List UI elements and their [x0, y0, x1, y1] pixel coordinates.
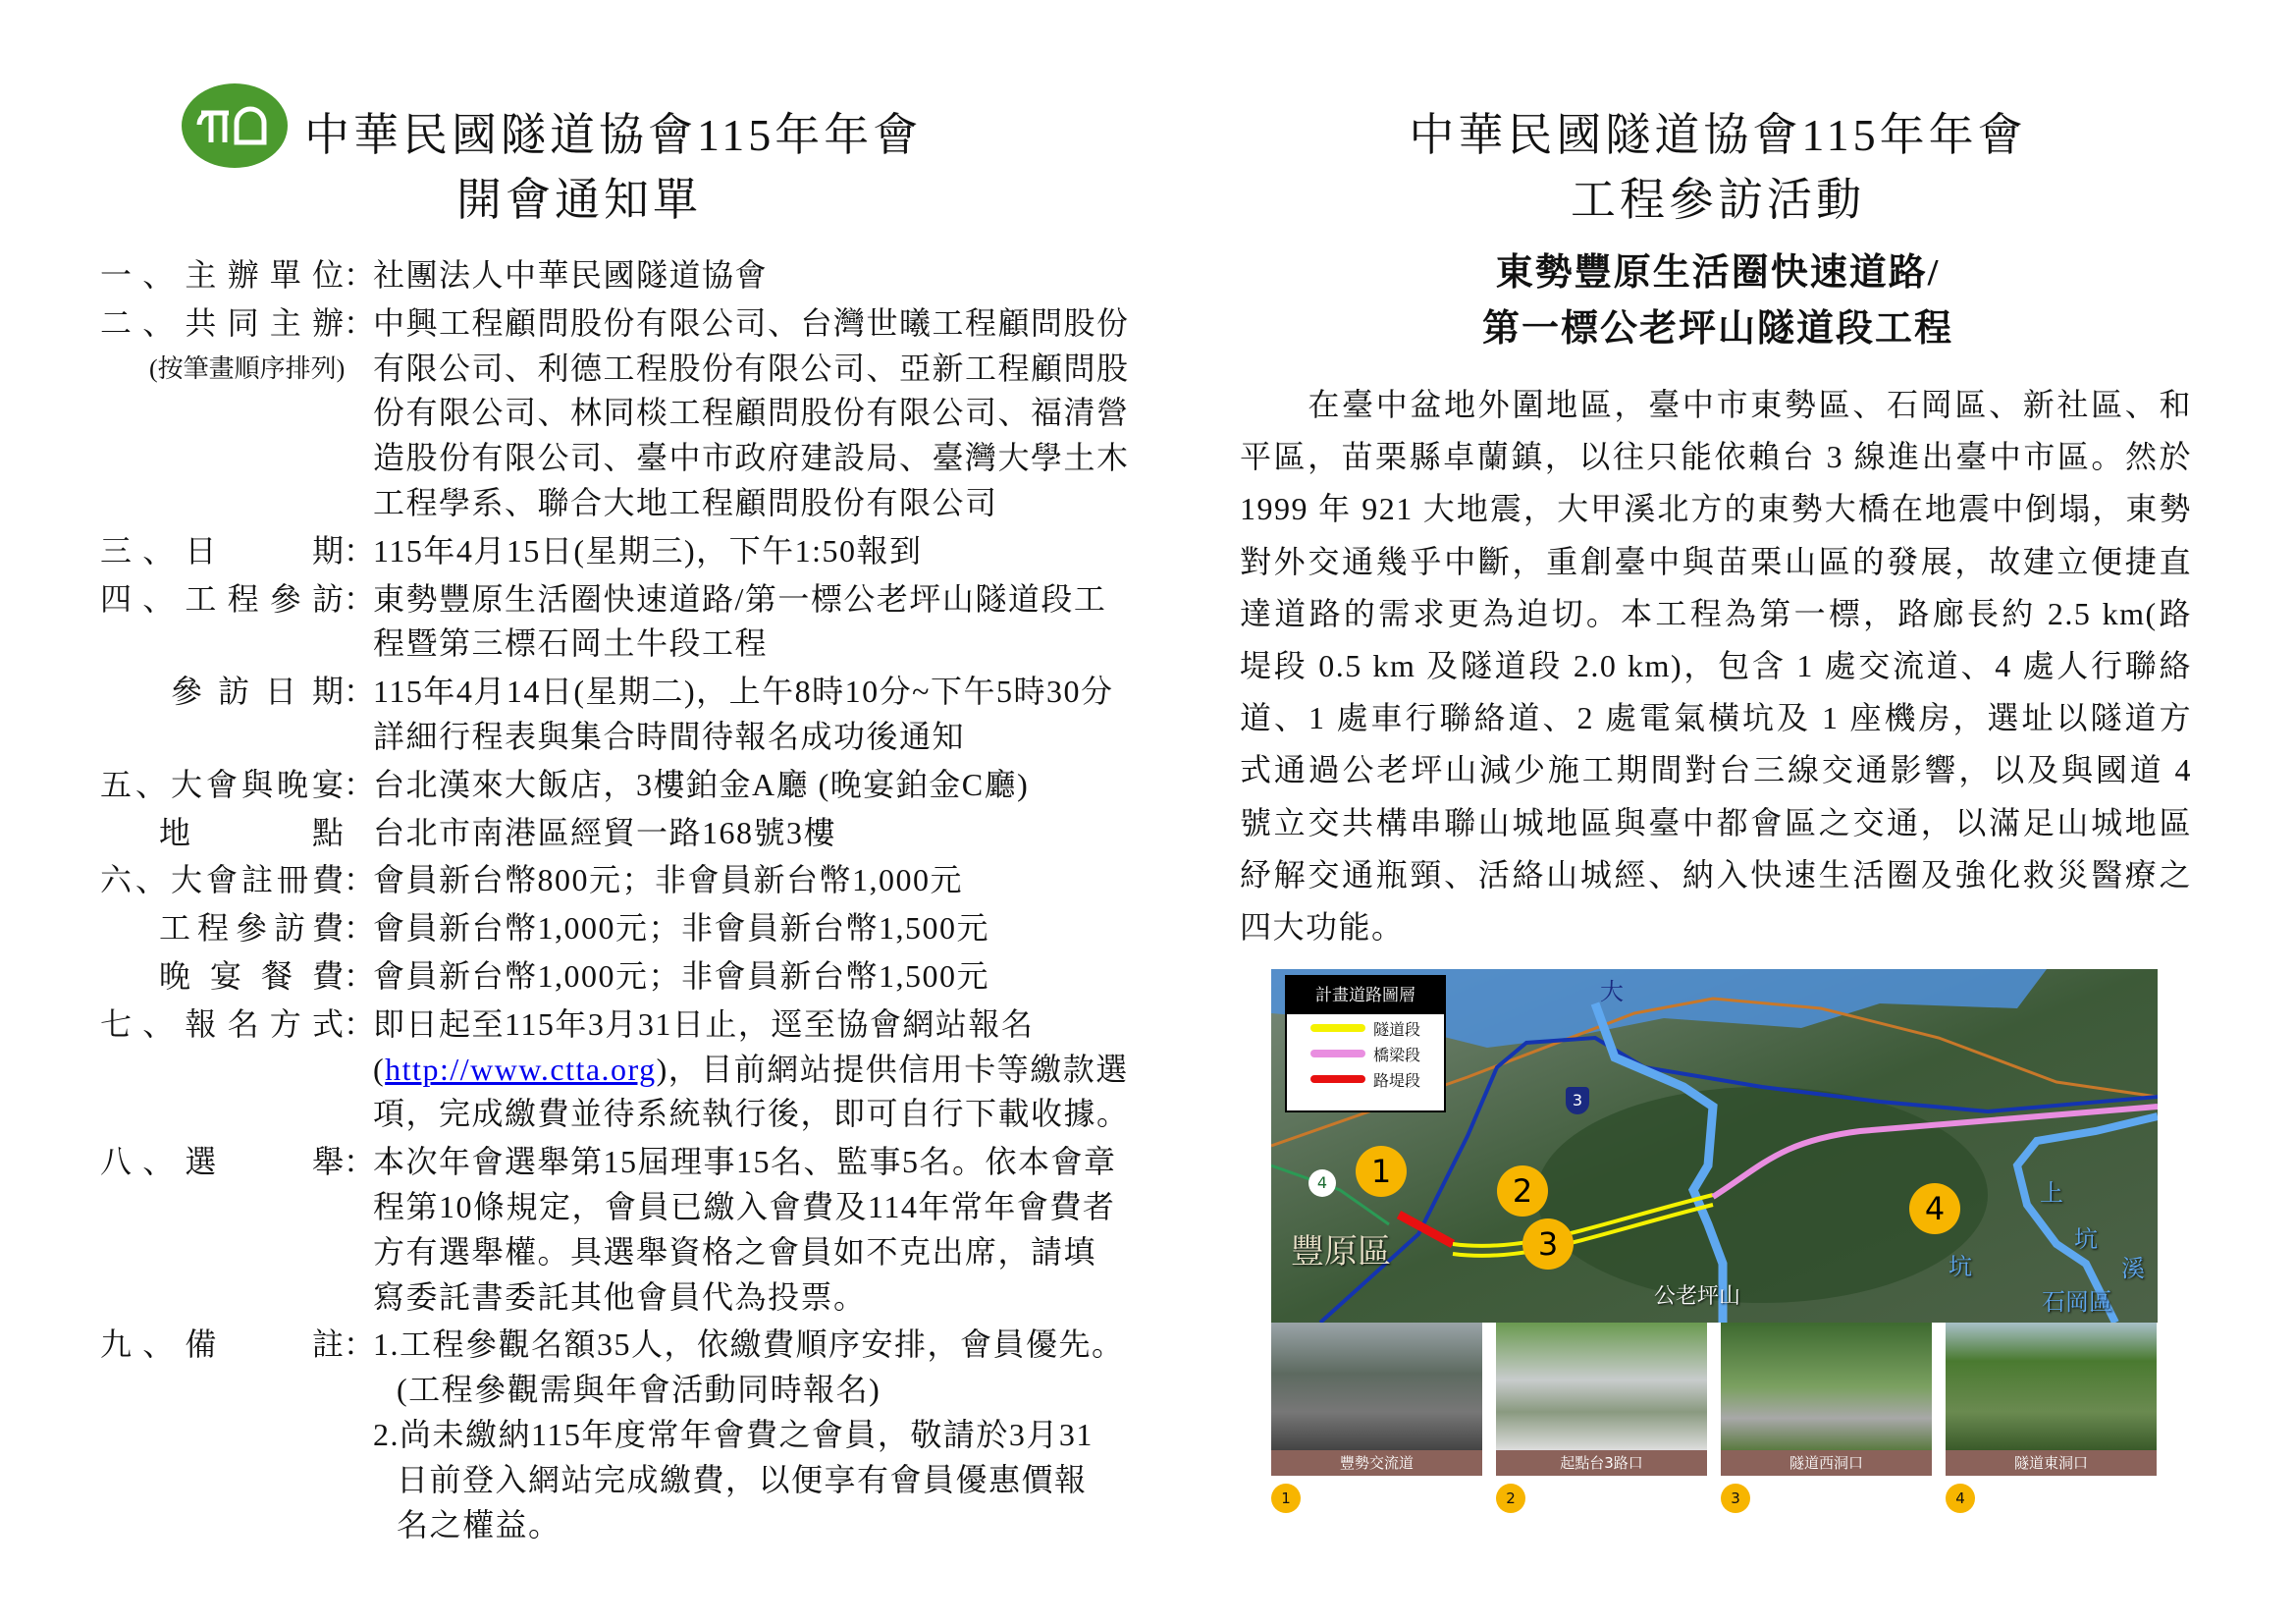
notice-row: [100, 763, 1160, 808]
left-title-sub: 開會通知單: [456, 175, 702, 225]
label-fengyuan: 豐原區: [1291, 1232, 1391, 1272]
legend-label: 隧道段: [1373, 1019, 1421, 1039]
map-point-1: 1: [1356, 1146, 1407, 1197]
row-label: [100, 858, 344, 903]
meeting-notice-details: [100, 253, 1160, 1550]
label-creek-3: 溪: [2121, 1255, 2145, 1282]
tunnel-swatch: [1310, 1024, 1365, 1032]
paragraph-line: 1999 年 921 大地震，大甲溪北方的東勢大橋在地震中倒塌，東勢: [1240, 491, 2192, 527]
content-line: 115年4月14日(星期二)，上午8時10分~下午5時30分: [373, 674, 1114, 710]
row-content: [373, 906, 1160, 951]
notice-row: [100, 906, 1160, 951]
embankment-swatch: [1310, 1075, 1365, 1083]
notice-row: [100, 1140, 1160, 1320]
colon: [344, 811, 373, 856]
notice-row: [100, 858, 1160, 903]
photo-caption-3: 隧道西洞口: [1721, 1450, 1932, 1476]
row-content: [373, 858, 1160, 903]
row-content: [373, 763, 1160, 808]
colon: ：: [344, 257, 376, 293]
label-shigang: 石岡區: [2042, 1288, 2112, 1316]
label-mountain: 公老坪山: [1654, 1284, 1741, 1309]
project-title-line-1: 東勢豐原生活圈快速道路/: [1495, 252, 1941, 294]
content-line: 台北漢來大飯店，3樓鉑金A廳 (晚宴鉑金C廳): [373, 766, 1030, 802]
right-title-main: 中華民國隧道協會115年年會: [1409, 110, 2027, 160]
link-prefix: (: [373, 1051, 386, 1087]
project-title: [1227, 245, 2209, 357]
paragraph-line: 紓解交通瓶頸、活絡山城經、納入快速生活圈及強化救災醫療之: [1240, 856, 2192, 893]
row-label-text: 二、共同主辦: [100, 304, 344, 341]
notice-row: [100, 811, 1160, 856]
map-point-3: 3: [1522, 1218, 1574, 1270]
legend-label: 橋梁段: [1373, 1045, 1421, 1064]
row-label-text: 一、主辦單位: [100, 257, 344, 293]
colon: ：: [344, 957, 376, 994]
paragraph-line: 對外交通幾乎中斷，重創臺中與苗栗山區的發展，故建立便捷直: [1240, 543, 2192, 579]
legend-item-tunnel: [1287, 1016, 1444, 1040]
row-content: [373, 1002, 1160, 1137]
photo-start-point: [1496, 1323, 1707, 1450]
content-line: 項，完成繳費並待系統執行後，即可自行下載收據。: [373, 1096, 1130, 1132]
row-content: [373, 529, 1160, 574]
content-line: [373, 1048, 1160, 1093]
notice-row: [100, 954, 1160, 1000]
legend-title: 計畫道路圖層: [1287, 977, 1444, 1014]
row-label: [100, 301, 344, 526]
project-map-figure: [1271, 969, 2158, 1519]
content-line: (工程參觀需與年會活動同時報名): [397, 1372, 881, 1408]
label-river: 大: [1600, 978, 1624, 1005]
link-suffix: )，目前網站提供信用卡等繳款選: [656, 1051, 1129, 1087]
map-point-4: 4: [1909, 1183, 1960, 1234]
row-label-text: 四、工程參訪: [100, 580, 344, 617]
content-line: 台北市南港區經貿一路168號3樓: [373, 814, 837, 850]
row-content: [373, 954, 1160, 1000]
legend-item-embankment: [1287, 1067, 1444, 1091]
project-title-line-2: 第一標公老坪山隧道段工程: [1481, 308, 1953, 350]
label-creek-4: 坑: [1949, 1253, 1972, 1280]
row-label: [100, 1323, 344, 1547]
bridge-swatch: [1310, 1050, 1365, 1057]
paragraph-line: 號立交共構串聯山城地區與臺中都會區之交通，以滿足山城地區: [1240, 804, 2192, 840]
content-line: 會員新台幣1,000元；非會員新台幣1,500元: [373, 957, 990, 994]
row-label-text: 七、報名方式: [100, 1005, 344, 1042]
right-title-sub: 工程參訪活動: [1571, 175, 1865, 225]
national-4-shield-icon: 4: [1308, 1169, 1336, 1197]
notice-row: [100, 1002, 1160, 1137]
row-label-text: 八、選 舉: [100, 1144, 344, 1180]
photo-number-4: 4: [1946, 1484, 1975, 1513]
photo-interchange: [1271, 1323, 1482, 1450]
row-label: [100, 954, 344, 1000]
content-line: 本次年會選舉第15屆理事15名、監事5名。依本會章: [373, 1144, 1117, 1180]
content-line: 詳細行程表與集合時間待報名成功後通知: [373, 718, 966, 754]
content-line: 東勢豐原生活圈快速道路/第一標公老坪山隧道段工: [373, 580, 1107, 617]
row-sublabel: (按筆畫順序排列): [149, 353, 346, 383]
label-creek-1: 上: [2040, 1179, 2063, 1207]
row-label-text: 六、大會註冊費: [100, 862, 344, 898]
colon: ：: [344, 1326, 376, 1363]
content-line: 會員新台幣1,000元；非會員新台幣1,500元: [373, 910, 990, 947]
paragraph-line: 平區，苗栗縣卓蘭鎮，以往只能依賴台 3 線進出臺中市區。然於: [1240, 439, 2192, 475]
row-label-text: 工程參訪費: [159, 910, 344, 947]
map-legend: [1285, 975, 1446, 1112]
notice-row: [100, 1323, 1160, 1547]
row-content: [373, 577, 1160, 668]
colon: ：: [344, 580, 376, 617]
paragraph-line: 道、1 處車行聯絡道、2 處電氣橫坑及 1 座機房，選址以隧道方: [1240, 700, 2192, 736]
paragraph-line: 堤段 0.5 km 及隧道段 2.0 km)，包含 1 處交流道、4 處人行聯絡: [1240, 648, 2192, 684]
content-line: 程第10條規定，會員已繳入會費及114年常年會費者: [373, 1188, 1116, 1224]
row-content: [373, 811, 1160, 856]
row-label-text: 五、大會與晚宴: [100, 766, 344, 802]
site-photos: [1271, 1323, 2158, 1519]
legend-label: 路堤段: [1373, 1070, 1421, 1090]
row-label: [100, 253, 344, 298]
paragraph-line: 達道路的需求更為迫切。本工程為第一標，路廊長約 2.5 km(路: [1240, 595, 2192, 631]
colon: ：: [344, 532, 376, 568]
row-label: [100, 577, 344, 668]
notice-row: [100, 253, 1160, 298]
photo-east-portal: [1946, 1323, 2157, 1450]
row-label-text: 九、備 註: [100, 1326, 344, 1363]
row-label-text: 地 點: [159, 814, 344, 850]
colon: ：: [344, 862, 376, 898]
row-label: [100, 763, 344, 808]
row-label: [100, 906, 344, 951]
row-content: [373, 1140, 1160, 1320]
project-description: [1240, 379, 2192, 953]
left-title: [304, 103, 1168, 233]
photo-caption-4: 隧道東洞口: [1946, 1450, 2157, 1476]
content-line: 程暨第三標石岡土牛段工程: [373, 625, 769, 662]
row-label: [100, 811, 344, 856]
notice-row: [100, 529, 1160, 574]
content-line: 工程學系、聯合大地工程顧問股份有限公司: [373, 484, 998, 520]
row-label: [100, 1002, 344, 1137]
notice-row: [100, 577, 1160, 668]
label-creek-2: 坑: [2074, 1225, 2098, 1253]
colon: ：: [344, 674, 376, 710]
paragraph-line: 四大功能。: [1240, 909, 1405, 946]
content-line: 1.工程參觀名額35人，依繳費順序安排，會員優先。: [373, 1326, 1125, 1363]
content-line: 即日起至115年3月31日止，逕至協會網站報名: [373, 1005, 1035, 1042]
row-content: [373, 670, 1160, 760]
content-line: 方有選舉權。具選舉資格之會員如不克出席，請填: [373, 1233, 1097, 1270]
left-title-main: 中華民國隧道協會115年年會: [304, 110, 923, 160]
ctta-logo: [180, 81, 290, 170]
content-line: 中興工程顧問股份有限公司、台灣世曦工程顧問股份: [373, 304, 1130, 341]
ctta-website-link[interactable]: http://www.ctta.org: [385, 1051, 657, 1087]
colon: ：: [344, 304, 376, 341]
row-label: [100, 1140, 344, 1320]
colon: ：: [344, 1005, 376, 1042]
content-line: 份有限公司、林同棪工程顧問股份有限公司、福清營: [373, 395, 1130, 431]
row-label-text: 參訪日期: [171, 674, 344, 710]
notice-row: [100, 670, 1160, 760]
photo-caption-2: 起點台3路口: [1496, 1450, 1707, 1476]
content-line: 名之權益。: [397, 1506, 561, 1543]
content-line: 2.尚未繳納115年度常年會費之會員，敬請於3月31: [373, 1416, 1094, 1452]
photo-west-portal: [1721, 1323, 1932, 1450]
paragraph-line: 式通過公老坪山減少施工期間對台三線交通影響，以及與國道 4: [1240, 752, 2192, 788]
colon: ：: [344, 1144, 376, 1180]
right-title: [1227, 103, 2209, 233]
content-line: 會員新台幣800元；非會員新台幣1,000元: [373, 862, 964, 898]
content-line: 造股份有限公司、臺中市政府建設局、臺灣大學土木: [373, 440, 1130, 476]
legend-item-bridge: [1287, 1042, 1444, 1065]
row-content: [373, 253, 1160, 298]
photo-number-2: 2: [1496, 1484, 1525, 1513]
route-3-shield-icon: 3: [1566, 1087, 1589, 1114]
paragraph-line: 在臺中盆地外圍地區，臺中市東勢區、石岡區、新社區、和: [1240, 387, 2192, 422]
row-label-text: 晚宴餐費: [159, 957, 344, 994]
content-line: 115年4月15日(星期三)，下午1:50報到: [373, 532, 923, 568]
content-line: 寫委託書委託其他會員代為投票。: [373, 1278, 867, 1315]
row-label-text: 三、日 期: [100, 532, 344, 568]
content-line: 日前登入網站完成繳費，以便享有會員優惠價報: [397, 1461, 1088, 1497]
photo-number-3: 3: [1721, 1484, 1750, 1513]
content-line: 有限公司、利德工程股份有限公司、亞新工程顧問股: [373, 350, 1130, 386]
colon: ：: [344, 766, 376, 802]
photo-number-1: 1: [1271, 1484, 1301, 1513]
photo-caption-1: 豐勢交流道: [1271, 1450, 1482, 1476]
content-line: 社團法人中華民國隧道協會: [373, 257, 769, 293]
row-label: [100, 529, 344, 574]
colon: ：: [344, 910, 376, 947]
row-label: [100, 670, 344, 760]
row-content: [373, 1323, 1160, 1547]
map-point-2: 2: [1497, 1165, 1548, 1217]
notice-row: [100, 301, 1160, 526]
row-content: [373, 301, 1160, 526]
